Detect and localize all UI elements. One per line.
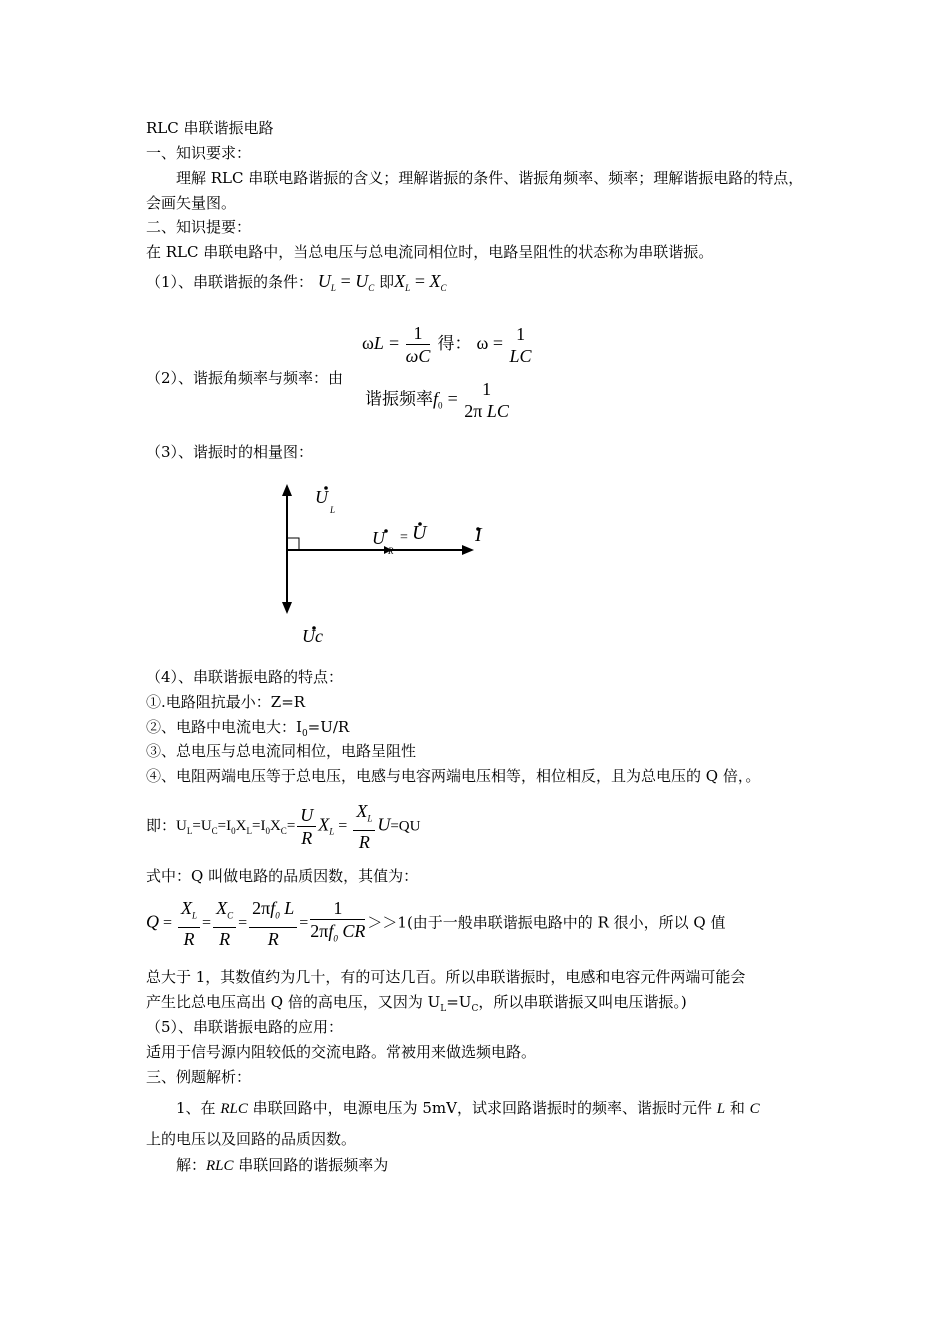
example-1-solution: 解：RLC 串联回路的谐振频率为 xyxy=(176,1156,389,1174)
frequency-formula: 谐振频率$f_0$ = 1 2π LC xyxy=(365,379,509,421)
item-5-label: （5）、串联谐振电路的应用： xyxy=(146,1018,344,1036)
section-1-body: 理解 RLC 串联电路谐振的含义；理解谐振的条件、谐振角频率、频率；理解谐振电路的特点，会画矢量图。 xyxy=(146,169,804,212)
equation-tail: =QU xyxy=(390,818,421,835)
phasor-ur-sub: R xyxy=(388,546,394,556)
item-1-label: （1）、串联谐振的条件： xyxy=(146,273,314,291)
phasor-eq: = xyxy=(400,530,408,545)
equation-prefix: 即： xyxy=(146,816,177,835)
section-3-heading: 三、例题解析： xyxy=(146,1068,252,1086)
voltage-equation: 即：$U_L=U_C=I_0X_L=I_0X_C=$ $\frac{U}{R}$ $X_L$ = $\frac{X_L}{R}$ U=QU xyxy=(146,801,421,852)
item-4-point-4: ④、电阻两端电压等于总电压，电感与电容两端电压相等，相位相反，且为总电压的 Q 倍，。 xyxy=(146,767,761,785)
section-1-heading: 一、知识要求： xyxy=(146,144,252,162)
q-continuation-2: 产生比总电压高出 Q 倍的高电压，又因为 $U_L=U_C$，所以串联谐振又叫电压谐振。) xyxy=(146,993,687,1014)
item-2-freq-label: 谐振频率 xyxy=(365,389,433,410)
item-1-mid: 即 xyxy=(379,273,395,291)
item-5-body: 适用于信号源内阻较低的交流电路。常被用来做选频电路。 xyxy=(146,1043,537,1061)
phasor-u-label: U xyxy=(412,522,427,544)
item-4-label: （4）、串联谐振电路的特点： xyxy=(146,668,344,686)
item-4-point-3: ③、总电压与总电流同相位，电路呈阻性 xyxy=(146,742,417,760)
phasor-ul-sub: L xyxy=(330,505,336,515)
section-2-heading: 二、知识提要： xyxy=(146,218,252,236)
uc-arrow-head xyxy=(282,602,292,614)
phasor-uc-label: Uc xyxy=(302,626,323,646)
q-continuation-1: 总大于 1，其数值约为几十，有的可达几百。所以串联谐振时，电感和电容元件两端可能会 xyxy=(146,968,746,986)
item-2-get: 得： xyxy=(437,334,472,354)
quality-factor-formula: Q = $\frac{X_L}{R}$ = $\frac{X_C}{R}$ = $\frac{2\pi f_0 L}{R}$ = $\frac{1}{2\pi f_0 CR}$ ＞＞1(由于一般串联谐振电路中的 R 很小，所以 Q 值 xyxy=(146,898,726,949)
document-title: RLC 串联谐振电路 xyxy=(146,119,274,137)
phasor-ul-label: U xyxy=(315,487,328,507)
item-3-label: （3）、谐振时的相量图： xyxy=(146,443,314,461)
q-intro: 式中：Q 叫做电路的品质因数，其值为： xyxy=(146,867,419,885)
q-gg-text: ＞＞1(由于一般串联谐振电路中的 R 很小，所以 Q 值 xyxy=(367,913,726,932)
phasor-i-label: I xyxy=(475,524,482,546)
item-1-condition: （1）、串联谐振的条件： $U_L = U_C$ 即$X_L = X_C$ xyxy=(146,271,447,293)
right-angle-mark xyxy=(287,538,299,550)
example-1-question: 1、在 RLC 串联回路中，电源电压为 5mV，试求回路谐振时的频率、谐振时元件 L 和 C 上的电压以及回路的品质因数。 xyxy=(146,1099,760,1148)
item-4-point-1: ①.电路阻抗最小：Z=R xyxy=(146,693,306,711)
section-2-intro: 在 RLC 串联电路中，当总电压与总电流同相位时，电路呈阻性的状态称为串联谐振。 xyxy=(146,243,714,261)
item-4-point-2: ②、电路中电流电大：$I_0=U/R$ xyxy=(146,718,350,739)
item-2-label: （2）、谐振角频率与频率：由 xyxy=(146,369,344,387)
ul-arrow-head xyxy=(282,484,292,496)
current-arrow-head xyxy=(462,545,474,555)
omega-formula: ωL = $\frac{1}{\omega C}$ 得： ω = 1 LC xyxy=(362,323,532,366)
phasor-ur-label: U xyxy=(372,528,385,548)
